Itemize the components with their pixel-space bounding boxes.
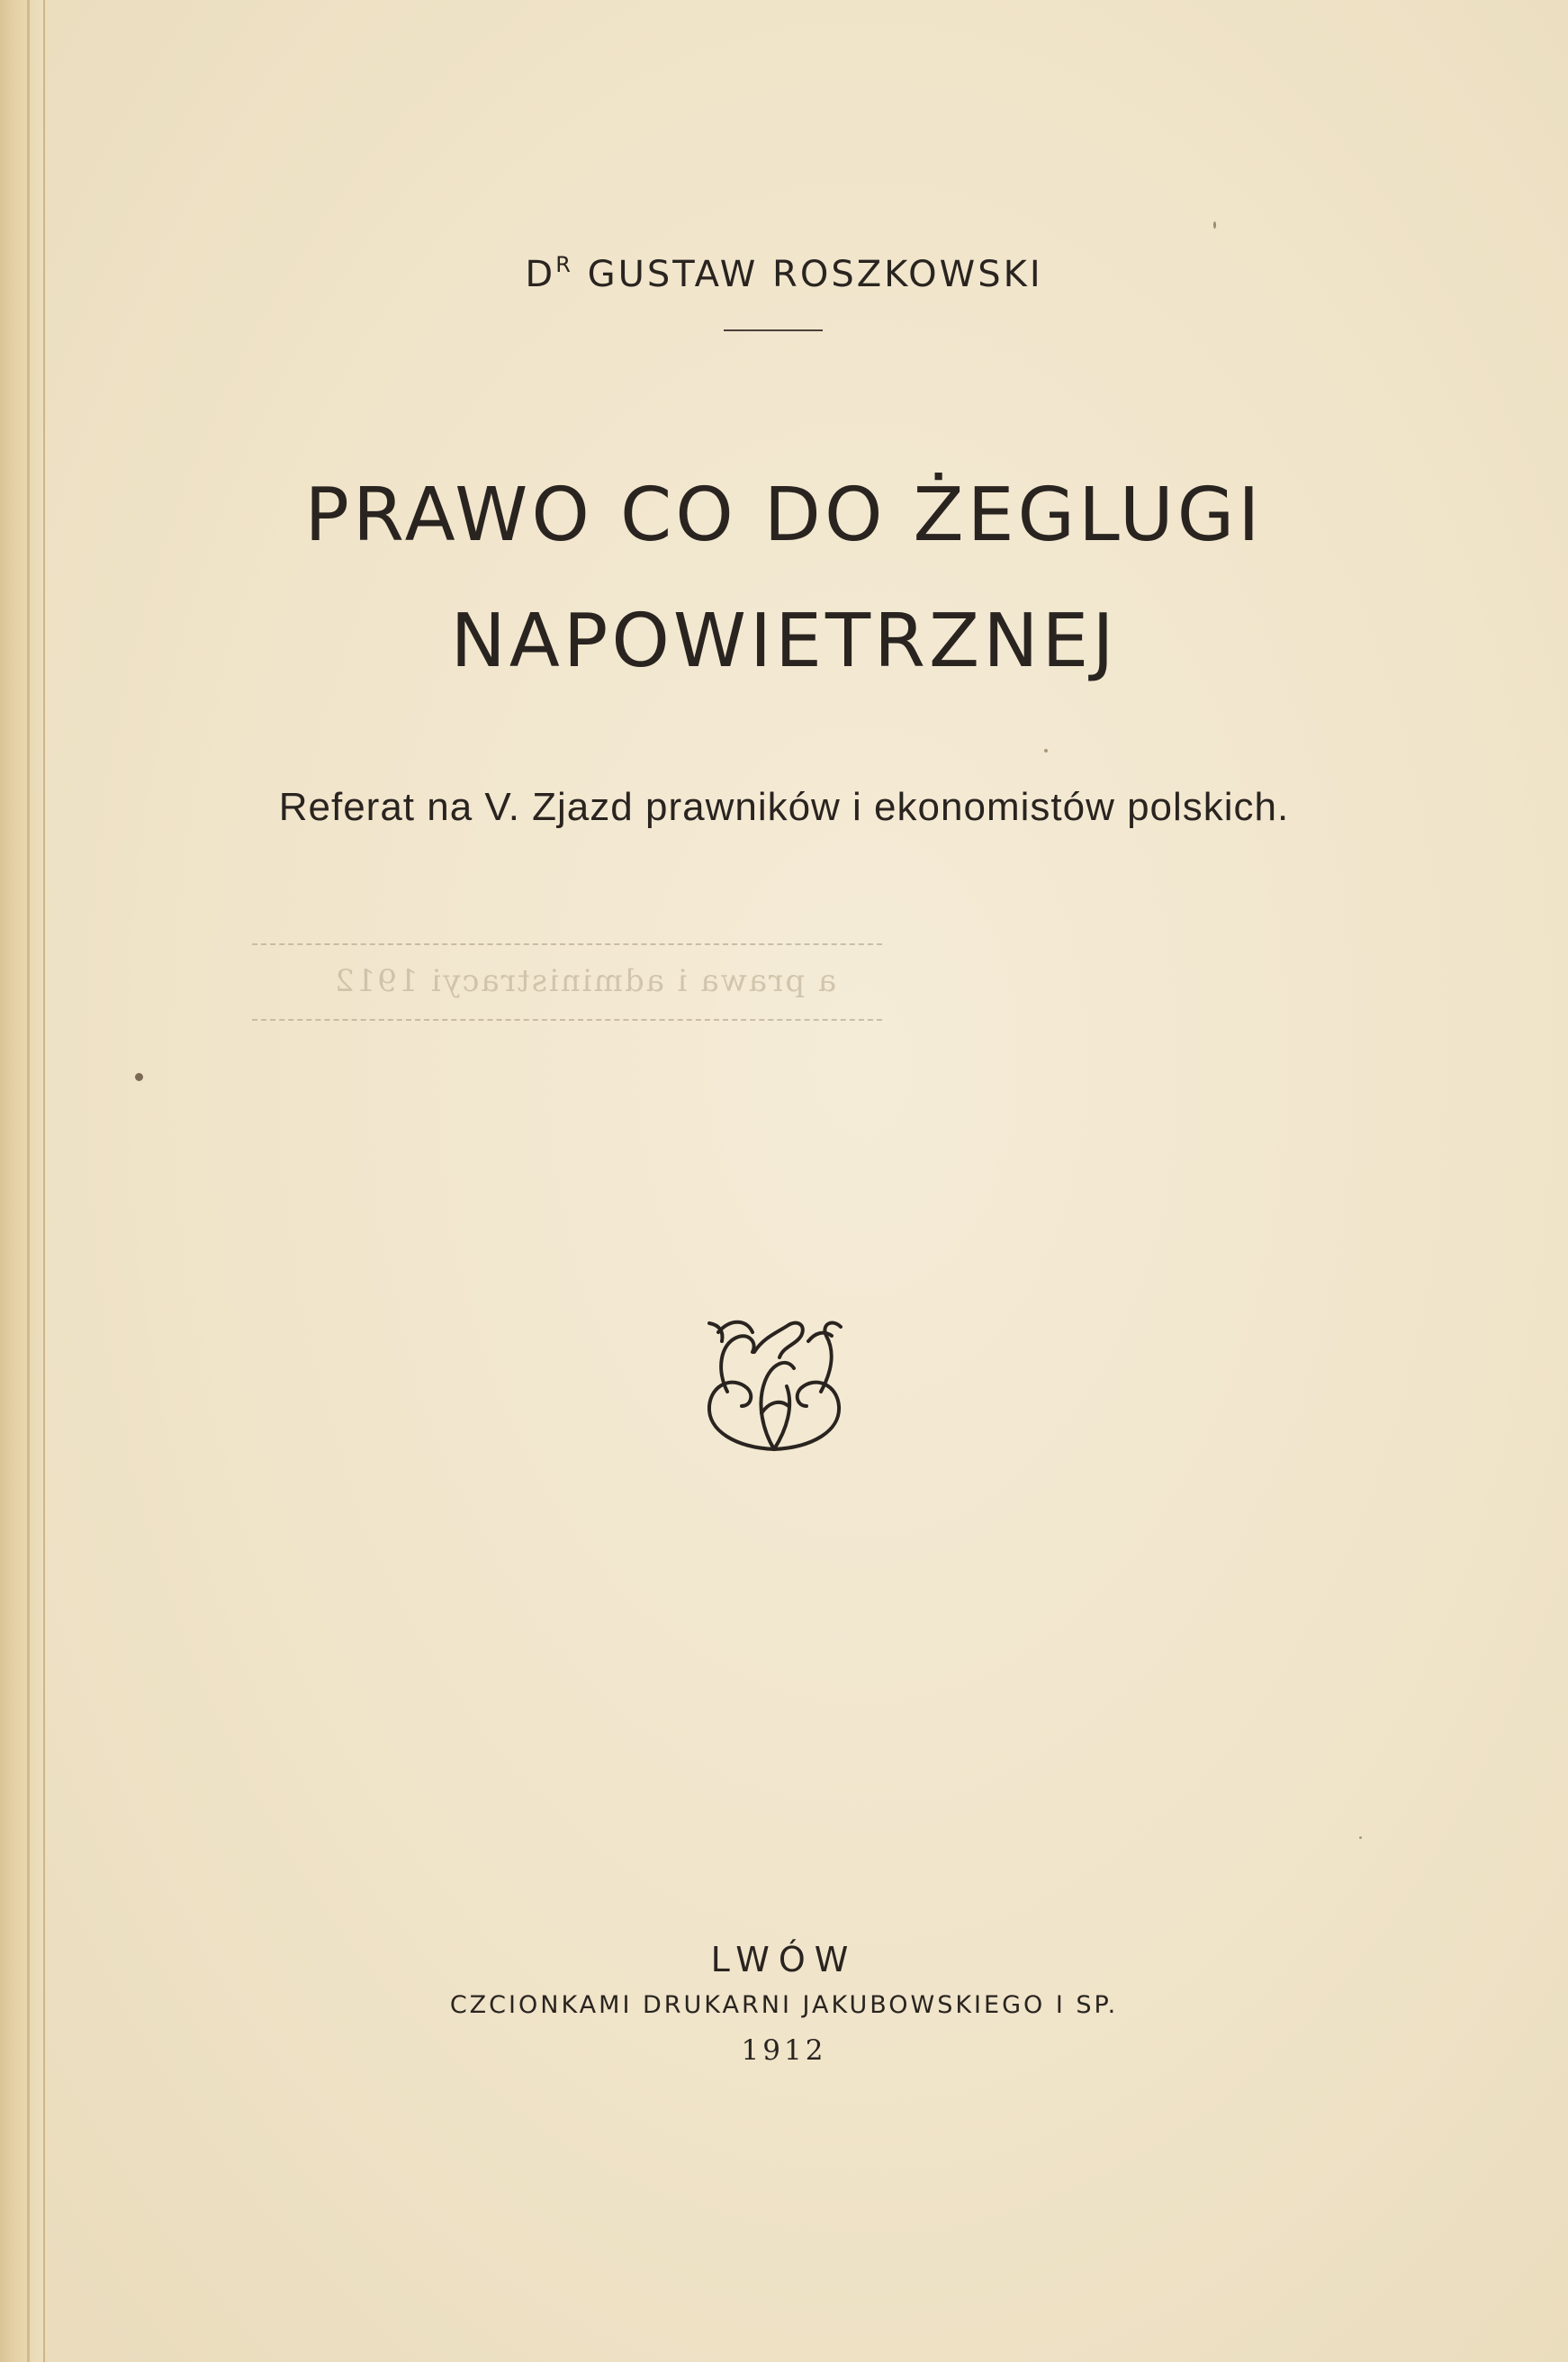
- author-prefix: D: [525, 254, 556, 295]
- author-line: [0, 252, 1568, 295]
- title-line-2: NAPOWIETRZNEJ: [450, 599, 1118, 684]
- author-name: GUSTAW ROSZKOWSKI: [587, 254, 1043, 295]
- paper-speck: [135, 1073, 143, 1081]
- subtitle: Referat na V. Zjazd prawników i ekonomistów polskich.: [278, 785, 1290, 829]
- faint-stamp: [252, 936, 882, 1035]
- stamp-border-top: [252, 943, 882, 945]
- author-prefix-superscript: R: [555, 252, 573, 277]
- place-of-publication: LWÓW: [710, 1940, 858, 1979]
- publication-year: 1912: [741, 2034, 827, 2067]
- floral-ornament-icon: [700, 1305, 848, 1454]
- paper-speck: [1213, 221, 1216, 229]
- title-line-1: PRAWO CO DO ŻEGLUGI: [304, 473, 1264, 558]
- paper-speck: [1359, 1836, 1362, 1839]
- stamp-border-bottom: [252, 1019, 882, 1021]
- paper-speck: [1044, 749, 1048, 753]
- divider-rule: [724, 329, 823, 331]
- printer-line: CZCIONKAMI DRUKARNI JAKUBOWSKIEGO I SP.: [449, 1991, 1119, 2019]
- stamp-text: a prawa i administracyi 1912: [333, 963, 837, 999]
